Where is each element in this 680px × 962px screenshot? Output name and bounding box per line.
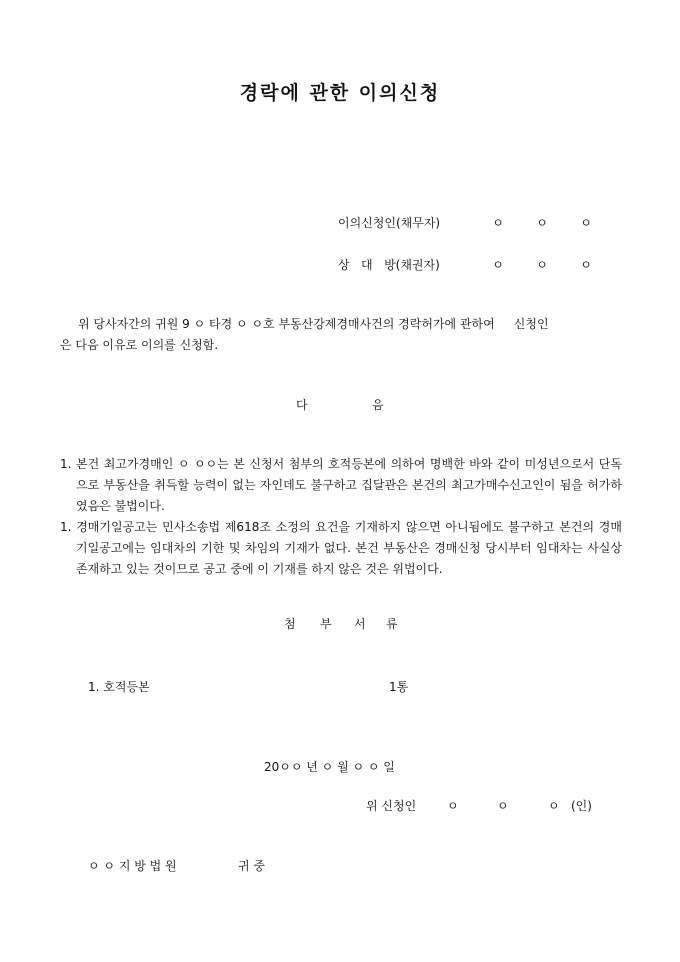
attachment-name: 1. 호적등본 [88,680,150,694]
attachments-heading-char: 첨 [284,617,296,631]
attachments-heading-char: 류 [386,617,398,631]
seal-mark: (인) [571,799,592,813]
party-name-mark: ㅇ [580,216,592,230]
court-name: ㅇ ㅇ 지 방 법 원 [88,859,177,873]
section-heading-left: 다 [296,398,308,412]
section-heading-right: 음 [372,398,384,412]
filing-date: 20ㅇㅇ 년 ㅇ 월 ㅇ ㅇ 일 [264,760,395,774]
signer-name-mark: ㅇ [447,799,459,813]
party-label: 상 대 방(채권자) [338,258,440,272]
intro-line-1: 위 당사자간의 귀원 9 ㅇ 타경 ㅇ ㅇ호 부동산강제경매사건의 경락허가에 관하여 신청인 [78,317,549,331]
attachment-count: 1통 [389,680,409,694]
party-name-mark: ㅇ [580,258,592,272]
attachments-heading-char: 서 [354,617,366,631]
party-name-mark: ㅇ [492,216,504,230]
court-suffix: 귀 중 [238,859,265,873]
signer-name-mark: ㅇ [548,799,560,813]
intro-line-2: 은 다음 이유로 이의를 신청함. [60,338,219,352]
attachments-heading-char: 부 [320,617,332,631]
reason-item: 1. 경매기일공고는 민사소송법 제618조 소정의 요건을 기재하지 않으면 아니됨에도 불구하고 본건의 경매기일공고에는 임대차의 기한 및 차임의 기재가 없다. 본건 부동산은 경매신청 당시부터 임대차는 사실상 존재하고 있는 것이므로 공고 중에 이 기재를 하지 않은 것은 위법이다. [60,520,622,576]
reason-item: 1. 본건 최고가경매인 ㅇ ㅇㅇ는 본 신청서 첨부의 호적등본에 의하여 명백한 바와 같이 미성년으로서 단독으로 부동산을 취득할 능력이 없는 자인데도 불구하고 집달관은 본건의 최고가매수신고인이 됨을 허가하였음은 불법이다. [60,457,622,513]
signer-label: 위 신청인 [366,799,417,813]
party-name-mark: ㅇ [536,216,548,230]
party-label: 이의신청인(채무자) [338,216,441,230]
party-name-mark: ㅇ [536,258,548,272]
document-title: 경락에 관한 이의신청 [239,82,441,104]
signer-name-mark: ㅇ [497,799,509,813]
party-name-mark: ㅇ [492,258,504,272]
